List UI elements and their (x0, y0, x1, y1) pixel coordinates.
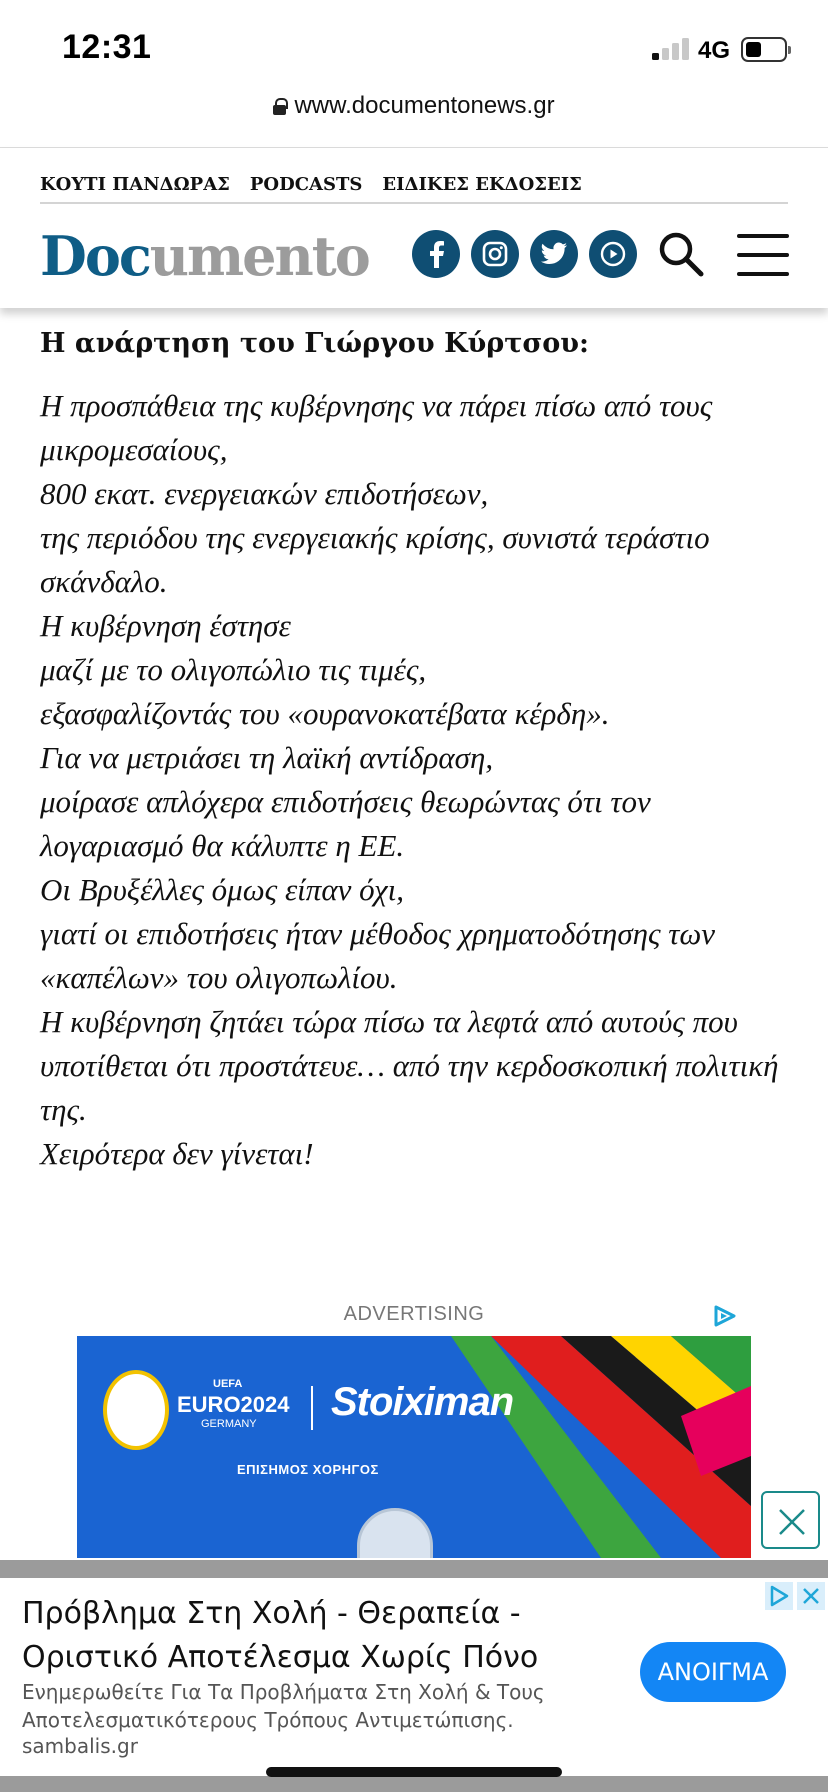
article-line: Η κυβέρνηση έστησε (40, 608, 291, 643)
euro-country-label: GERMANY (201, 1418, 257, 1430)
advertising-label: ADVERTISING (343, 1303, 485, 1325)
site-header (0, 148, 828, 308)
adchoices-icon[interactable] (712, 1304, 738, 1328)
search-icon[interactable] (657, 230, 705, 278)
ad-separator (311, 1386, 313, 1430)
youtube-icon[interactable] (589, 230, 637, 278)
url-bar[interactable] (0, 92, 828, 132)
nav-link-podcasts[interactable]: PODCASTS (249, 174, 363, 195)
article-line: Για να μετριάσει τη λαϊκή αντίδραση, (40, 740, 494, 775)
ad-close-button[interactable] (761, 1491, 820, 1549)
euro2024-label: EURO2024 (177, 1392, 290, 1417)
site-logo[interactable] (40, 224, 369, 288)
close-icon[interactable] (797, 1582, 825, 1610)
article-line: Η προσπάθεια της κυβέρνησης να πάρει πίσω από τους μικρομεσαίους, (40, 388, 713, 467)
instagram-icon[interactable] (471, 230, 519, 278)
uefa-label: UEFA (213, 1378, 243, 1390)
status-bar (0, 0, 828, 90)
article-line: Χειρότερα δεν γίνεται! (40, 1136, 314, 1171)
close-icon (777, 1507, 807, 1537)
battery-icon (741, 37, 787, 62)
network-type: 4G (698, 37, 731, 64)
article-line: της περιόδου της ενεργειακής κρίσης, συνιστά τεράστιο σκάνδαλο. (40, 520, 710, 599)
article-line: εξασφαλίζοντάς του «ουρανοκατέβατα κέρδη». (40, 696, 610, 731)
bottom-ad-bottom-strip (0, 1776, 828, 1792)
trophy-cup-graphic (357, 1508, 433, 1558)
bottom-ad-description: Ενημερωθείτε Για Τα Προβλήματα Στη Χολή & Τους Αποτελεσματικότερους Τρόπους Αντιμετώπισης. (22, 1680, 545, 1732)
article-line: γιατί οι επιδοτήσεις ήταν μέθοδος χρηματοδότησης των «καπέλων» του ολιγοπωλίου. (40, 916, 716, 995)
logo-part-umento: umento (149, 224, 369, 288)
status-time: 12:31 (62, 28, 152, 66)
article-line: 800 εκατ. ενεργειακών επιδοτήσεων, (40, 476, 489, 511)
article-line: μαζί με το ολιγοπώλιο τις τιμές, (40, 652, 427, 687)
bottom-ad-top-strip (0, 1560, 828, 1578)
open-ad-button[interactable]: ΑΝΟΙΓΜΑ (640, 1642, 786, 1702)
article-line: Οι Βρυξέλλες όμως είπαν όχι, (40, 872, 404, 907)
euro-trophy-logo (103, 1370, 169, 1450)
logo-part-doc: Doc (40, 224, 150, 288)
ad-banner[interactable] (77, 1336, 751, 1558)
hamburger-menu-icon[interactable] (737, 234, 789, 276)
bottom-ad-source: sambalis.gr (22, 1734, 138, 1758)
nav-link-special-editions[interactable]: ΕΙΔΙΚΕΣ ΕΚΔΟΣΕΙΣ (382, 174, 582, 195)
ad-stripes-graphic (451, 1336, 751, 1558)
nav-divider (40, 202, 788, 204)
bottom-sponsored-ad[interactable] (0, 1578, 828, 1776)
url-text[interactable]: www.documentonews.gr (294, 92, 555, 119)
article-body (40, 384, 800, 1176)
home-indicator[interactable] (266, 1767, 562, 1777)
ad-sponsor-text: ΕΠΙΣΗΜΟΣ ΧΟΡΗΓΟΣ (237, 1462, 379, 1477)
nav-link-pandora[interactable]: ΚΟΥΤΙ ΠΑΝΔΩΡΑΣ (40, 174, 230, 195)
top-nav (40, 174, 582, 195)
signal-icon (652, 38, 690, 60)
twitter-icon[interactable] (530, 230, 578, 278)
ad-brand: Stoiximan (331, 1380, 514, 1424)
adchoices-icon[interactable] (765, 1582, 793, 1610)
article-line: μοίρασε απλόχερα επιδοτήσεις θεωρώντας ότι τον λογαριασμό θα κάλυπτε η ΕΕ. (40, 784, 651, 863)
article-heading: Η ανάρτηση του Γιώργου Κύρτσου: (40, 328, 590, 359)
facebook-icon[interactable] (412, 230, 460, 278)
article-line: Η κυβέρνηση ζητάει τώρα πίσω τα λεφτά από αυτούς που υποτίθεται ότι προστάτευε… από την κερδοσκοπική πολιτική της. (40, 1004, 779, 1127)
bottom-ad-title[interactable]: Πρόβλημα Στη Χολή - Θεραπεία - Οριστικό Αποτέλεσμα Χωρίς Πόνο (22, 1596, 539, 1675)
lock-icon (273, 98, 286, 114)
